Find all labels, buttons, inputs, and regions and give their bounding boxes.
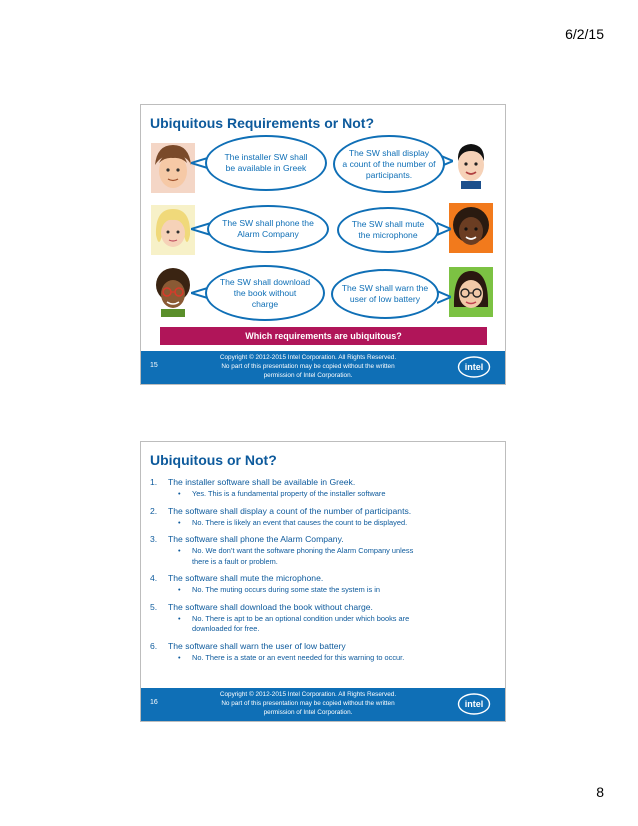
item-text: The software shall mute the microphone.: [168, 573, 324, 583]
bullet: •: [178, 613, 181, 623]
item-number: 1.: [150, 477, 158, 487]
intel-logo-text: intel: [464, 699, 484, 709]
copyright-line: Copyright © 2012-2015 Intel Corporation. All Rights Reserved.: [219, 354, 397, 361]
answer-line: No. We don’t want the software phoning the Alarm Company unless: [192, 546, 414, 555]
bubble-line: The SW shall display: [348, 147, 430, 158]
bubble-line: The SW shall warn the: [341, 283, 429, 293]
bullet: •: [178, 517, 181, 527]
list-item: [150, 477, 497, 487]
item-text: The software shall phone the Alarm Company.: [168, 534, 344, 544]
copyright-line: No part of this presentation may be copied without the written: [221, 700, 395, 707]
bubble-line: participants.: [365, 169, 413, 180]
slide-footer: [141, 688, 505, 721]
item-answer: [178, 546, 497, 567]
bullet: •: [178, 546, 181, 555]
item-answer: [178, 653, 497, 664]
bubble-line: the microphone: [358, 230, 418, 240]
bubble-line: user of low battery: [349, 294, 421, 304]
answer-line: No. There is a state or an event needed for this warning to occur.: [192, 652, 405, 662]
list-item: [150, 602, 497, 612]
item-number: 3.: [150, 534, 158, 544]
list-item: [150, 534, 497, 544]
item-text: The software shall display a count of the number of participants.: [168, 505, 412, 516]
answer-line: No. The muting occurs during some state the system is in: [192, 585, 380, 594]
bubble-installer-greek: [205, 135, 327, 191]
avatar-brown-hair-boy-icon: [151, 143, 195, 193]
item-text: The software shall download the book without charge.: [168, 601, 373, 612]
bubble-line: a count of the number of: [342, 158, 436, 169]
bubble-line: charge: [251, 298, 279, 309]
answer-line: downloaded for free.: [192, 624, 260, 633]
item-text: The software shall warn the user of low battery: [168, 640, 346, 651]
bubble-download-book: [205, 265, 325, 321]
bubble-display-count: [333, 135, 445, 193]
item-answer: [178, 489, 497, 500]
item-number: 6.: [150, 640, 158, 651]
item-answer: [178, 614, 497, 635]
bubble-line: The SW shall phone the: [222, 218, 314, 228]
bubble-tail: [437, 289, 451, 305]
bubble-line: the book without: [233, 287, 297, 298]
bubble-phone-alarm: [207, 205, 329, 253]
item-answer: [178, 585, 497, 596]
slide-title: Ubiquitous Requirements or Not?: [150, 115, 374, 131]
bubble-line: Alarm Company: [237, 229, 299, 239]
bubble-line: The SW shall download: [219, 276, 311, 287]
slide-15: [140, 104, 506, 385]
bubble-line: The installer SW shall: [224, 152, 308, 162]
bullet: •: [178, 585, 181, 594]
list-item: [150, 573, 497, 583]
slide-footer: [141, 351, 505, 384]
avatar-dark-skin-girl-icon: [449, 203, 493, 253]
bubble-tail: [437, 221, 451, 237]
bubble-mute-microphone: [337, 207, 439, 253]
question-banner: Which requirements are ubiquitous?: [160, 327, 487, 345]
bullet: •: [178, 652, 181, 662]
item-number: 4.: [150, 573, 158, 583]
avatar-boy-with-glasses-icon: [151, 267, 195, 317]
item-number: 5.: [150, 601, 158, 612]
item-answer: [178, 518, 497, 529]
intel-logo-icon: [457, 354, 491, 380]
copyright-line: Copyright © 2012-2015 Intel Corporation. All Rights Reserved.: [219, 691, 397, 698]
answer-line: there is a fault or problem.: [192, 556, 278, 566]
page-date: 6/2/15: [565, 26, 604, 42]
bubble-warn-battery: [331, 269, 439, 319]
answer-line: No. There is apt to be an optional condition under which books are: [192, 613, 410, 623]
slide-16: [140, 441, 506, 722]
bullet: •: [178, 489, 181, 498]
avatar-woman-with-glasses-icon: [449, 267, 493, 317]
list-item: [150, 506, 497, 516]
copyright-line: permission of Intel Corporation.: [263, 372, 353, 379]
answer-line: Yes. This is a fundamental property of the installer software: [192, 489, 386, 498]
intel-logo-icon: [457, 691, 491, 717]
page-number: 8: [596, 784, 604, 800]
avatar-blonde-girl-icon: [151, 205, 195, 255]
copyright-notice: [191, 353, 425, 380]
avatar-man-black-hair-icon: [449, 139, 493, 189]
copyright-line: No part of this presentation may be copied without the written: [221, 363, 395, 370]
copyright-notice: [191, 690, 425, 717]
slide-number: 15: [150, 362, 158, 369]
list-item: [150, 641, 497, 651]
bubble-line: be available in Greek: [225, 163, 307, 173]
bubble-line: The SW shall mute: [351, 219, 425, 229]
question-list: [150, 477, 497, 669]
slide-number: 16: [150, 699, 158, 706]
copyright-line: permission of Intel Corporation.: [263, 709, 353, 716]
item-number: 2.: [150, 505, 158, 516]
item-text: The installer software shall be available in Greek.: [168, 477, 356, 487]
answer-line: No. There is likely an event that causes the count to be displayed.: [192, 517, 408, 527]
intel-logo-text: intel: [464, 362, 484, 372]
slide-title: Ubiquitous or Not?: [150, 452, 277, 468]
